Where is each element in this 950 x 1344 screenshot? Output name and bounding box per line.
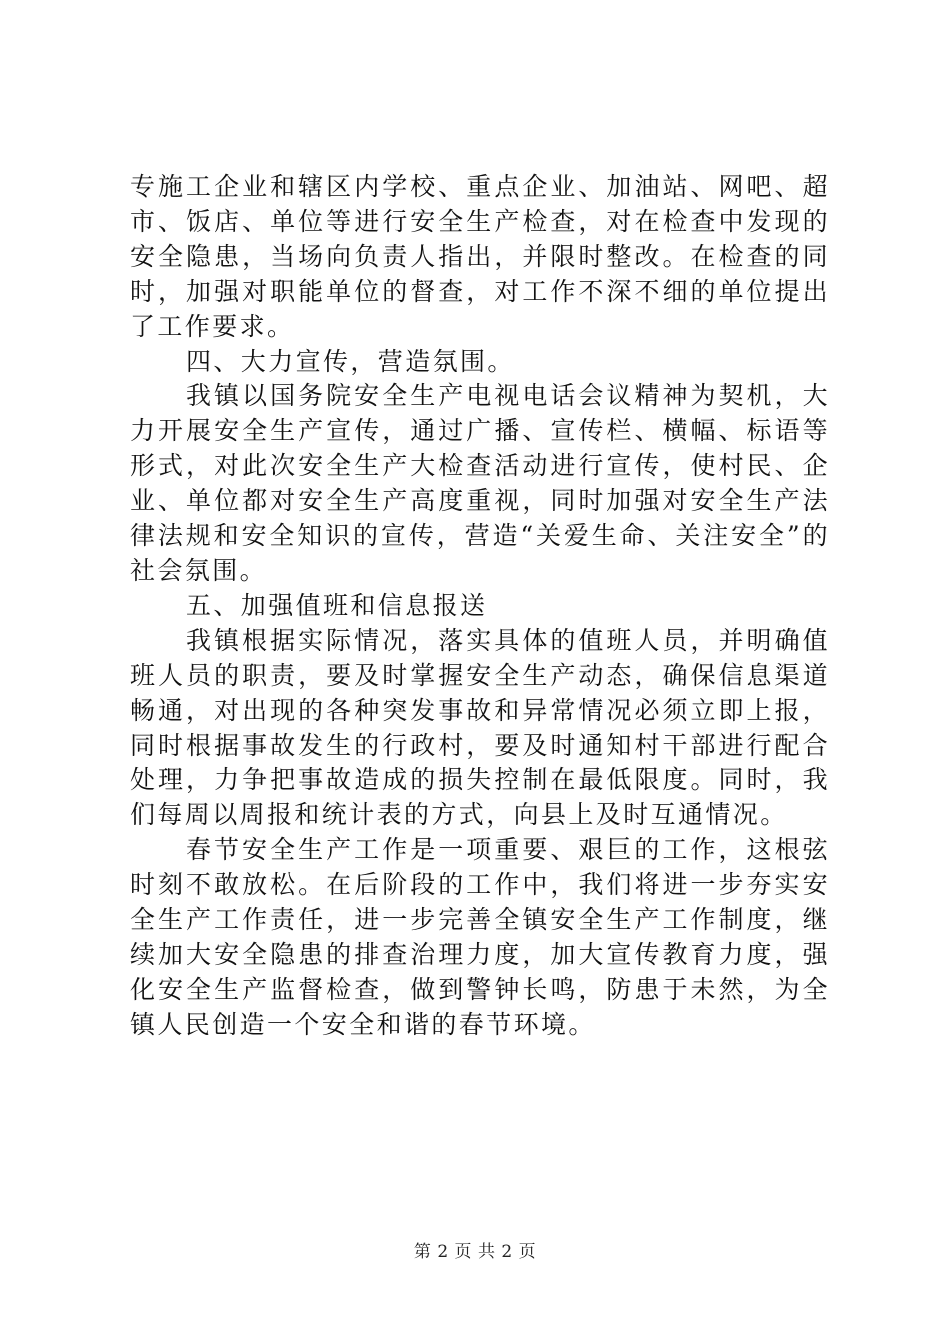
paragraph-duty: 我镇根据实际情况，落实具体的值班人员，并明确值班人员的职责，要及时掌握安全生产动态，确保信息渠道畅通，对出现的各种突发事故和异常情况必须立即上报，同时根据事故发生的行政村，要及时通知村干部进行配合处理，力争把事故造成的损失控制在最低限度。同时，我们每周以周报和统计表的方式，向县上及时互通情况。 [130,625,830,830]
page-number-label: 第 2 页 共 2 页 [413,1242,537,1262]
paragraph-continuation: 专施工企业和辖区内学校、重点企业、加油站、网吧、超市、饭店、单位等进行安全生产检查，对在检查中发现的安全隐患，当场向负责人指出，并限时整改。在检查的同时，加强对职能单位的督查，对工作不深不细的单位提出了工作要求。 [130,172,830,341]
paragraph-publicity: 我镇以国务院安全生产电视电话会议精神为契机，大力开展安全生产宣传，通过广播、宣传栏、横幅、标语等形式，对此次安全生产大检查活动进行宣传，使村民、企业、单位都对安全生产高度重视，同时加强对安全生产法律法规和安全知识的宣传，营造“关爱生命、关注安全”的社会氛围。 [130,381,830,585]
document-body [130,170,830,1043]
page-footer [0,1240,950,1264]
paragraph-conclusion: 春节安全生产工作是一项重要、艰巨的工作，这根弦时刻不敢放松。在后阶段的工作中，我们将进一步夯实安全生产工作责任，进一步完善全镇安全生产工作制度，继续加大安全隐患的排查治理力度，加大宣传教育力度，强化安全生产监督检查，做到警钟长鸣，防患于未然，为全镇人民创造一个安全和谐的春节环境。 [130,835,830,1039]
section-heading-publicity: 四、大力宣传，营造氛围。 [186,346,515,376]
section-heading-duty: 五、加强值班和信息报送 [186,590,488,620]
